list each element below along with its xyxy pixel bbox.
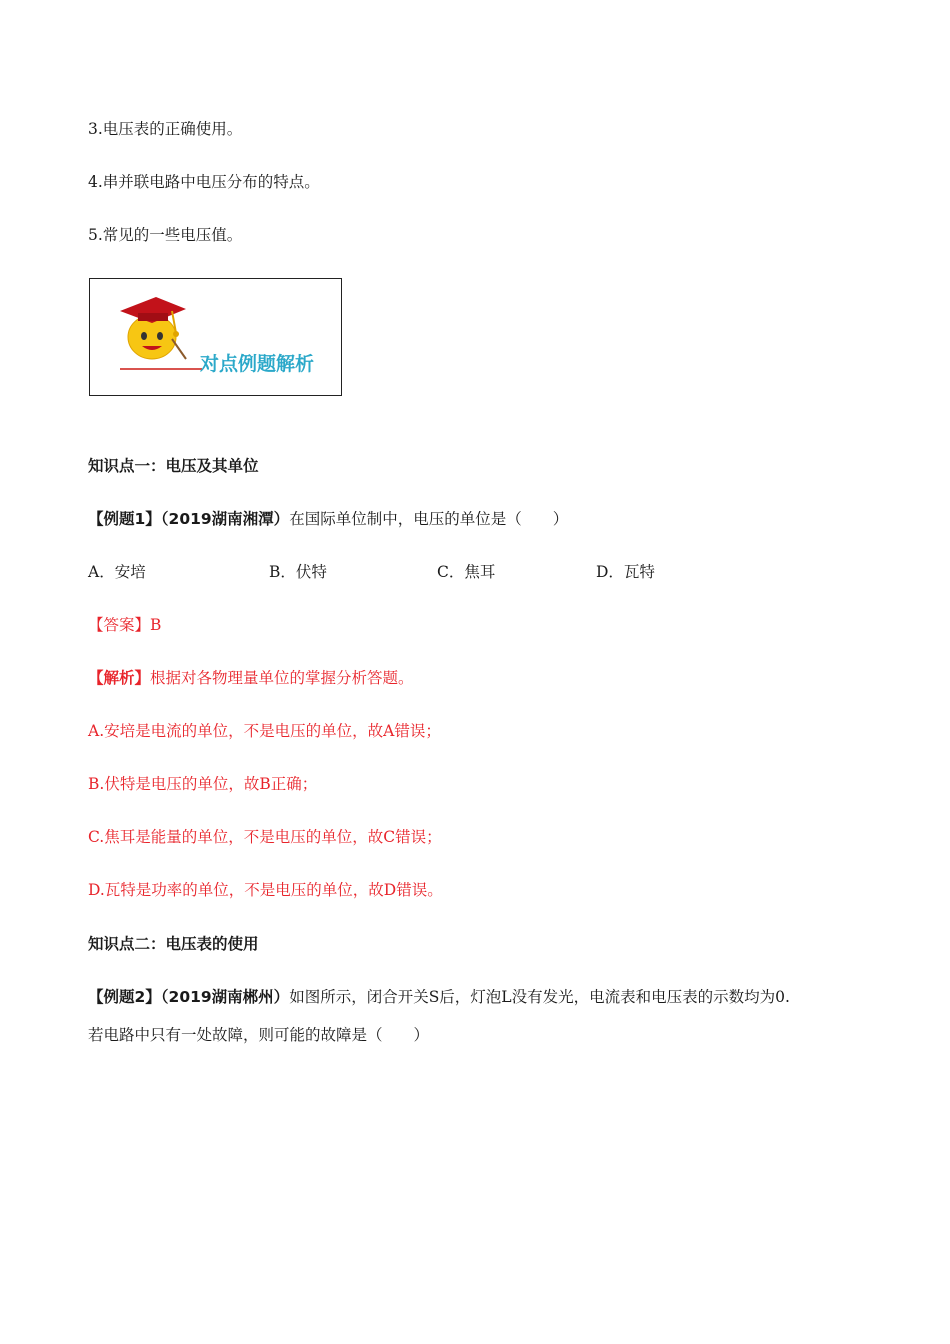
example2-question-line1 [88, 986, 790, 1008]
option-a: A．安培 [88, 563, 146, 581]
analysis-item-c: C.焦耳是能量的单位，不是电压的单位，故C错误； [88, 828, 442, 846]
analysis-item-d: D.瓦特是功率的单位，不是电压的单位，故D错误。 [88, 881, 443, 899]
example2-question-line2: 若电路中只有一处故障，则可能的故障是（ ） [88, 1026, 430, 1044]
intro-item-5: 5.常见的一些电压值。 [88, 226, 243, 244]
answer-value: B [150, 616, 162, 634]
answer-label: 【答案】 [88, 616, 151, 634]
option-c: C．焦耳 [437, 563, 496, 581]
analysis-item-a: A.安培是电流的单位，不是电压的单位，故A错误； [88, 722, 441, 740]
example2-text: 如图所示，闭合开关S后，灯泡L没有发光，电流表和电压表的示数均为0. [289, 988, 790, 1006]
intro-item-3: 3.电压表的正确使用。 [88, 120, 243, 138]
example1-label: 【例题1】 [88, 510, 161, 528]
example2-source: （2019湖南郴州） [160, 988, 290, 1006]
example1-options [0, 561, 950, 583]
option-d: D．瓦特 [596, 563, 655, 581]
option-b: B．伏特 [269, 563, 327, 581]
section-banner [89, 278, 342, 396]
example2-label: 【例题2】 [88, 988, 161, 1006]
graduate-smiley-icon [112, 293, 192, 365]
analysis-item-b: B.伏特是电压的单位，故B正确； [88, 775, 318, 793]
example1-question [88, 508, 568, 530]
answer-line [88, 614, 161, 636]
section1-heading: 知识点一：电压及其单位 [88, 457, 259, 475]
banner-rule [120, 368, 202, 370]
analysis-line [88, 667, 414, 689]
analysis-label: 【解析】 [88, 669, 151, 687]
analysis-text: 根据对各物理量单位的掌握分析答题。 [150, 669, 414, 687]
example1-text: 在国际单位制中，电压的单位是（ ） [289, 510, 569, 528]
example1-source: （2019湖南湘潭） [160, 510, 290, 528]
section2-heading: 知识点二：电压表的使用 [88, 935, 259, 953]
banner-title: 对点例题解析 [200, 353, 315, 375]
intro-item-4: 4.串并联电路中电压分布的特点。 [88, 173, 320, 191]
